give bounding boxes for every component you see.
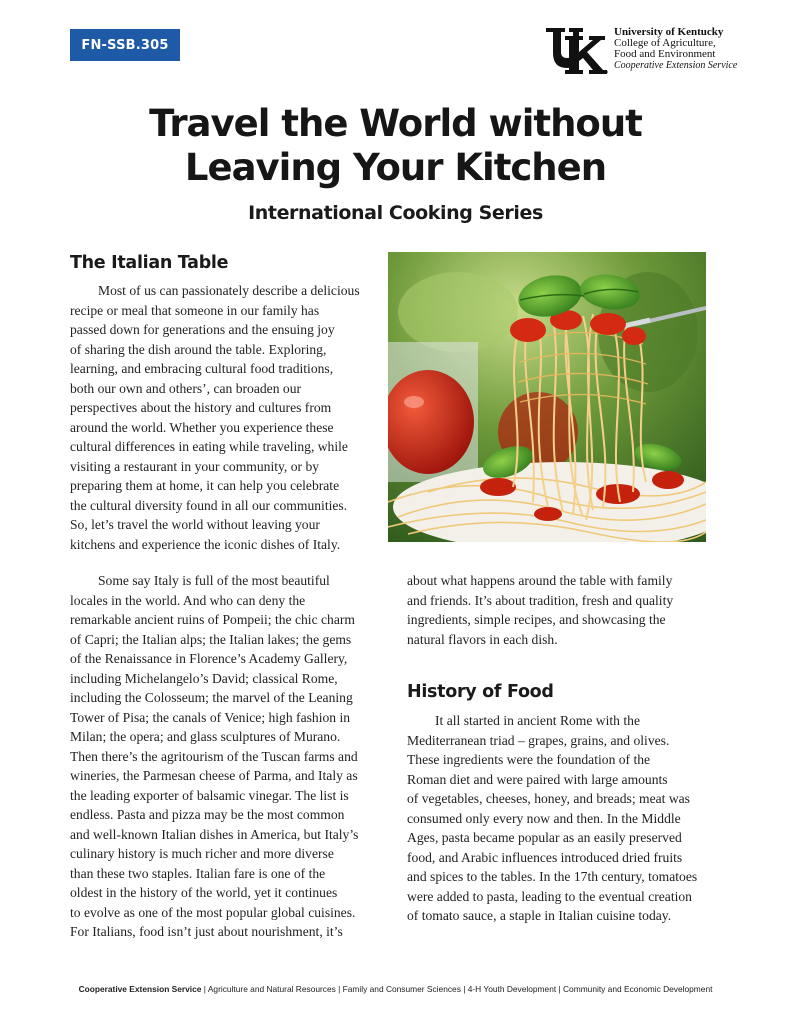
section-heading-italian-table: The Italian Table — [70, 253, 229, 273]
paragraph-line: and well-known Italian dishes in America, but Italy’s — [70, 826, 359, 842]
paragraph-line: Then there’s the agritourism of the Tuscan farms and — [70, 748, 358, 764]
paragraph-line: were added to pasta, leading to the eventual creation — [407, 888, 692, 904]
program-areas-footer — [0, 984, 791, 994]
paragraph-line: ingredients, simple recipes, and showcasing the — [407, 612, 666, 627]
paragraph-line: cultural differences in eating while traveling, while — [70, 439, 348, 454]
spaghetti-illustration — [388, 252, 706, 542]
uk-logo — [545, 26, 745, 78]
paragraph-line: of Capri; the Italian alps; the Italian lakes; the gems — [70, 631, 352, 647]
paragraph-line: locales in the world. And who can deny the — [70, 592, 306, 608]
page-title-line: Leaving Your Kitchen — [184, 146, 607, 189]
paragraph-line: learning, and embracing cultural food traditions, — [70, 361, 334, 376]
paragraph-line: natural flavors in each dish. — [407, 631, 558, 647]
paragraph-line: So, let’s travel the world without leaving your — [70, 517, 320, 532]
logo-university-name: University of Kentucky — [614, 26, 724, 38]
paragraph-line: visiting a restaurant in your community, or by — [70, 458, 320, 474]
italian-table-paragraph — [70, 281, 360, 554]
paragraph-line: passed down for generations and the ensuing joy — [70, 322, 335, 337]
logo-college-line-1: College of Agriculture, — [614, 37, 716, 49]
paragraph-line: Milan; the opera; and glass sculptures of Murano. — [70, 729, 341, 744]
paragraph-line: both our own and others’, can broaden our — [70, 380, 302, 396]
page-title-line: Travel the World without — [149, 102, 642, 145]
paragraph-line: to evolve as one of the most popular global cuisines. — [70, 904, 356, 920]
paragraph-line: the cultural diversity found in all our communities. — [70, 497, 348, 513]
paragraph-line: consumed only every now and then. In the Middle — [407, 810, 681, 826]
paragraph-line: around the world. Whether you experience these — [70, 419, 334, 435]
italy-paragraph-continued — [407, 571, 673, 649]
paragraph-line: Most of us can passionately describe a delicious — [98, 283, 360, 298]
uk-monogram-icon — [545, 26, 609, 76]
page-title — [0, 102, 791, 190]
paragraph-line: culinary history is much richer and more diverse — [70, 846, 334, 861]
paragraph-line: For Italians, food isn’t just about nourishment, it’s — [70, 924, 343, 939]
paragraph-line: about what happens around the table with family — [407, 573, 673, 588]
paragraph-line: than these two staples. Italian fare is one of the — [70, 865, 326, 881]
document-code-badge: FN-SSB.305 — [70, 29, 180, 61]
footer-program-list: | Agriculture and Natural Resources | Family and Consumer Sciences | 4-H Youth Development | Community and Economic Development — [201, 984, 713, 994]
paragraph-line: remarkable ancient ruins of Pompeii; the chic charm — [70, 612, 355, 627]
paragraph-line: Ages, pasta became popular as an easily preserved — [407, 830, 682, 845]
paragraph-line: including the Colosseum; the marvel of the Leaning — [70, 690, 353, 705]
logo-service-name: Cooperative Extension Service — [614, 60, 738, 71]
paragraph-line: Mediterranean triad – grapes, grains, and olives. — [407, 732, 670, 748]
section-heading-history-of-food: History of Food — [407, 682, 554, 702]
paragraph-line: These ingredients were the foundation of the — [407, 752, 651, 767]
italy-paragraph — [70, 571, 358, 942]
paragraph-line: of the Renaissance in Florence’s Academy Gallery, — [70, 651, 348, 666]
logo-college-line-2: Food and Environment — [614, 48, 716, 60]
paragraph-line: Roman diet and were paired with large amounts — [407, 771, 668, 787]
paragraph-line: wineries, the Parmesan cheese of Parma, and Italy as — [70, 768, 358, 783]
paragraph-line: and friends. It’s about tradition, fresh and quality — [407, 592, 674, 608]
history-of-food-paragraph — [407, 711, 697, 926]
paragraph-line: preparing them at home, it can help you celebrate — [70, 478, 340, 493]
paragraph-line: kitchens and experience the iconic dishes of Italy. — [70, 536, 341, 552]
paragraph-line: Some say Italy is full of the most beautiful — [98, 573, 330, 588]
paragraph-line: endless. Pasta and pizza may be the most common — [70, 807, 345, 822]
footer-lead: Cooperative Extension Service — [78, 984, 202, 994]
paragraph-line: of tomato sauce, a staple in Italian cuisine today. — [407, 908, 672, 923]
paragraph-line: of vegetables, cheeses, honey, and breads; meat was — [407, 791, 690, 806]
paragraph-line: the leading exporter of balsamic vinegar. The list is — [70, 787, 349, 803]
paragraph-line: including Michelangelo’s David; classical Rome, — [70, 670, 338, 686]
paragraph-line: and spices to the tables. In the 17th century, tomatoes — [407, 869, 698, 884]
spaghetti-photo — [388, 252, 706, 542]
paragraph-line: of sharing the dish around the table. Exploring, — [70, 341, 327, 357]
paragraph-line: Tower of Pisa; the canals of Venice; high fashion in — [70, 709, 351, 725]
paragraph-line: recipe or meal that someone in our family has — [70, 302, 320, 318]
series-subtitle: International Cooking Series — [248, 202, 543, 224]
paragraph-line: It all started in ancient Rome with the — [435, 713, 640, 728]
paragraph-line: perspectives about the history and cultures from — [70, 400, 332, 415]
paragraph-line: food, and Arabic influences introduced dried fruits — [407, 849, 683, 865]
paragraph-line: oldest in the history of the world, yet it continues — [70, 885, 338, 900]
